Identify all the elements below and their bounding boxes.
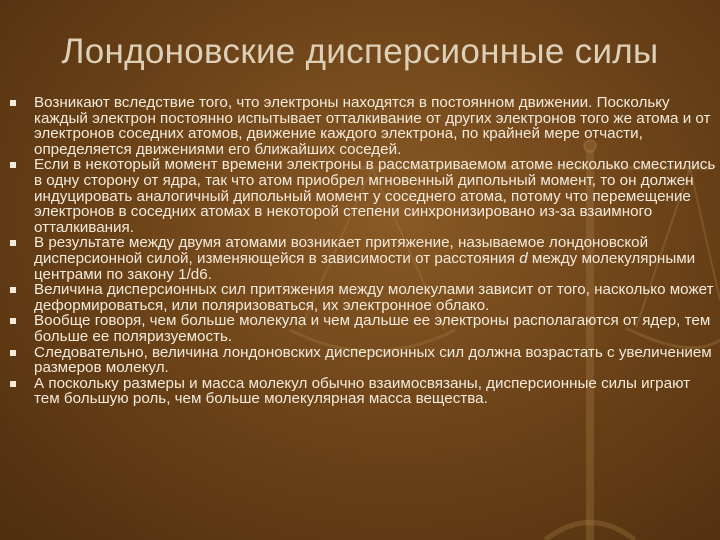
square-bullet-icon	[10, 162, 16, 168]
bullet-text: А поскольку размеры и масса молекул обычно взаимосвязаны, дисперсионные силы играют тем большую роль, чем больше молекулярная масса вещества.	[34, 374, 691, 408]
slide-title: Лондоновские дисперсионные силы	[61, 32, 659, 71]
bullet-text: Возникают вследствие того, что электроны находятся в постоянном движении. Поскольку каждый электрон постоянно испытывает отталкивание от других электронов того же атома и от электронов соседних атомов, движение каждого электрона, по крайней мере отчасти, определяется движениями его ближайших соседей.	[34, 94, 711, 158]
bullet-item	[10, 345, 718, 376]
bullet-text: Если в некоторый момент времени электроны в рассматриваемом атоме несколько сместились в одну сторону от ядра, так что атом приобрел мгновенный дипольный момент, то он должен индуцировать аналогичный дипольный момент у соседнего атома, потому что перемещение электронов в соседних атомах в некоторой степени синхронизировано из-за взаимного отталкивания.	[34, 156, 716, 236]
square-bullet-icon	[10, 350, 16, 356]
bullet-text: Величина дисперсионных сил притяжения между молекулами зависит от того, насколько может деформироваться, или поляризоваться, их электронное облако.	[34, 281, 714, 314]
bullet-item	[10, 313, 718, 344]
square-bullet-icon	[10, 240, 16, 246]
variable-d: d	[519, 249, 528, 267]
bullet-text-part: между молекулярными центрами по закону 1/d6.	[34, 249, 696, 283]
bullet-text: Следовательно, величина лондоновских дисперсионных сил должна возрастать с увеличением размеров молекул.	[34, 343, 712, 377]
bullet-item	[10, 95, 718, 157]
bullet-item	[10, 235, 718, 282]
bullet-text	[34, 235, 718, 282]
square-bullet-icon	[10, 287, 16, 293]
square-bullet-icon	[10, 100, 16, 106]
bullet-item	[10, 157, 718, 235]
bullet-text-part: В результате между двумя атомами возникает притяжение, называемое лондоновской дисперсионной силой, изменяющейся в зависимости от расстояния	[34, 234, 649, 267]
square-bullet-icon	[10, 381, 16, 387]
bullet-item	[10, 282, 718, 313]
bullet-item	[10, 376, 718, 407]
square-bullet-icon	[10, 318, 16, 324]
bullet-list	[10, 95, 718, 407]
bullet-text: Вообще говоря, чем больше молекула и чем дальше ее электроны располагаются от ядер, тем больше ее поляризуемость.	[34, 312, 711, 345]
